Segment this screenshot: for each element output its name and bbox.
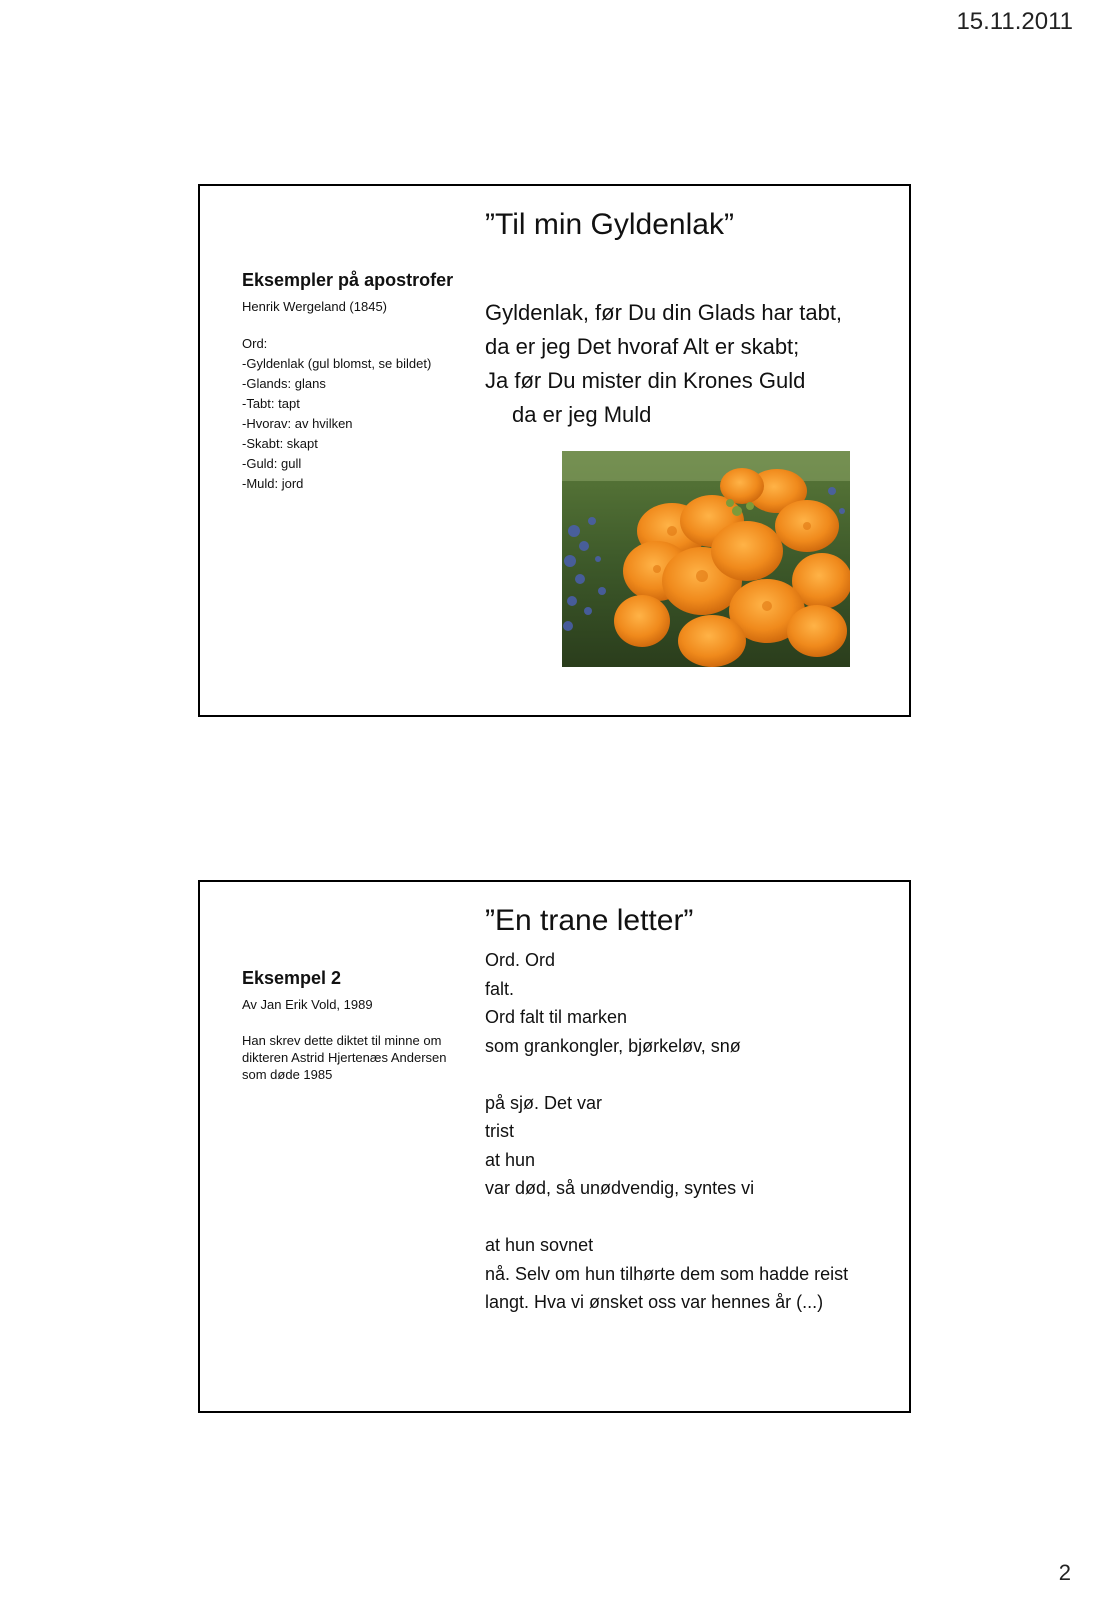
poem-author: Henrik Wergeland (1845) [242, 299, 387, 314]
word-item: -Gyldenlak (gul blomst, se bildet) [242, 356, 432, 371]
page-date: 15.11.2011 [956, 8, 1073, 35]
poem-line: nå. Selv om hun tilhørte dem som hadde reist [485, 1263, 849, 1284]
word-item: -Muld: jord [242, 476, 304, 491]
poem-line: var død, så unødvendig, syntes vi [485, 1178, 755, 1198]
poem-line: på sjø. Det var [485, 1092, 603, 1113]
poem-line: som grankongler, bjørkeløv, snø [485, 1035, 741, 1056]
poem-description: Han skrev dette diktet til minne om dikteren Astrid Hjertenæs Andersen som døde 1985 [242, 1033, 447, 1082]
word-list [242, 334, 457, 494]
poem-stanza [485, 1231, 848, 1317]
poem-line: Ord falt til marken [485, 1007, 628, 1027]
poem-line: Gyldenlak, før Du din Glads har tabt, [485, 300, 843, 325]
poem-text [485, 296, 842, 432]
poem-line: at hun sovnet [485, 1235, 594, 1255]
slide-en-trane-letter [198, 880, 911, 1413]
poem-line: da er jeg Det hvoraf Alt er skabt; [485, 334, 800, 359]
poem-line: trist [485, 1121, 514, 1141]
poem-line: langt. Hva vi ønsket oss var hennes år (...) [485, 1292, 824, 1312]
word-item: -Tabt: tapt [242, 396, 300, 411]
slide-title: ”Til min Gyldenlak” [485, 208, 734, 241]
poem-line: da er jeg Muld [512, 402, 652, 427]
slide-til-min-gyldenlak [198, 184, 911, 717]
word-item: -Guld: gull [242, 456, 302, 471]
word-item: -Skabt: skapt [242, 436, 318, 451]
poem-stanza [485, 946, 848, 1060]
slide-notes [242, 968, 457, 1083]
flower-photo [562, 451, 850, 667]
notes-heading: Eksempel 2 [242, 968, 342, 988]
word-list-label: Ord: [242, 336, 268, 351]
slide-title: ”En trane letter” [485, 904, 694, 937]
poem-line: Ord. Ord [485, 950, 556, 970]
poem-author: Av Jan Erik Vold, 1989 [242, 997, 373, 1012]
slide-notes [242, 270, 457, 494]
notes-heading: Eksempler på apostrofer [242, 270, 454, 290]
poem-line: falt. [485, 978, 515, 999]
poem-stanza [485, 1089, 848, 1203]
poem-text [485, 946, 848, 1345]
page-number: 2 [1058, 1560, 1071, 1585]
word-item: -Hvorav: av hvilken [242, 416, 353, 431]
word-item: -Glands: glans [242, 376, 326, 391]
poem-line: Ja før Du mister din Krones Guld [485, 368, 806, 393]
poem-line: at hun [485, 1149, 536, 1170]
